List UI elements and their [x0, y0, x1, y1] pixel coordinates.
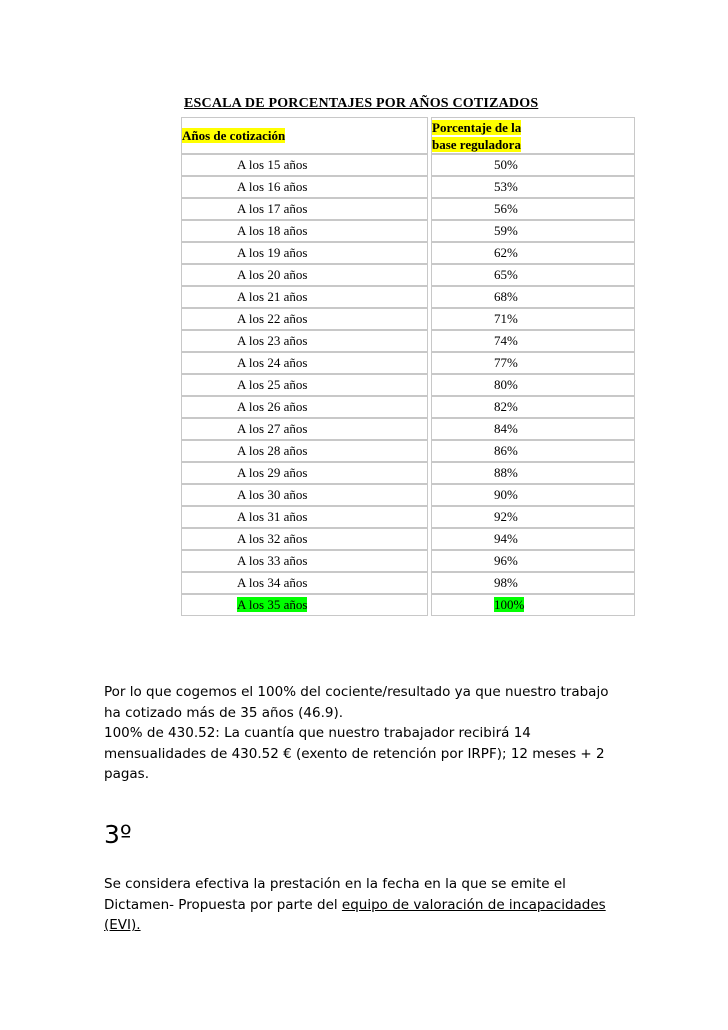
- percentage-value: 77%: [494, 355, 518, 370]
- percentage-value: 59%: [494, 223, 518, 238]
- table-title: ESCALA DE PORCENTAJES POR AÑOS COTIZADOS: [184, 96, 539, 111]
- percentage-cell: [431, 352, 635, 374]
- years-value: A los 28 años: [237, 443, 308, 458]
- years-cell: [181, 484, 428, 506]
- years-cell: [181, 396, 428, 418]
- percentage-cell: [431, 154, 635, 176]
- table-row: [181, 198, 635, 220]
- table-row: [181, 550, 635, 572]
- section-line-prefix: Dictamen- Propuesta por parte del: [104, 896, 342, 913]
- table-row: [181, 330, 635, 352]
- percentage-value: 68%: [494, 289, 518, 304]
- years-value: A los 35 años: [237, 597, 308, 612]
- percentage-scale-table: [181, 117, 635, 616]
- percentage-cell: [431, 462, 635, 484]
- percentage-value: 94%: [494, 531, 518, 546]
- years-value: A los 27 años: [237, 421, 308, 436]
- years-cell: [181, 506, 428, 528]
- percentage-cell: [431, 176, 635, 198]
- years-value: A los 16 años: [237, 179, 308, 194]
- percentage-cell: [431, 330, 635, 352]
- section-number: 3º: [104, 820, 132, 849]
- years-cell: [181, 550, 428, 572]
- years-value: A los 22 años: [237, 311, 308, 326]
- percentage-cell: [431, 418, 635, 440]
- years-value: A los 31 años: [237, 509, 308, 524]
- percentage-cell: [431, 242, 635, 264]
- percentage-cell: [431, 572, 635, 594]
- header-pct-line2: base reguladora: [432, 136, 521, 152]
- percentage-value: 71%: [494, 311, 518, 326]
- years-cell: [181, 440, 428, 462]
- result-paragraph: [104, 682, 624, 785]
- percentage-cell: [431, 528, 635, 550]
- years-value: A los 21 años: [237, 289, 308, 304]
- years-value: A los 18 años: [237, 223, 308, 238]
- table-row: [181, 484, 635, 506]
- years-cell: [181, 286, 428, 308]
- years-value: A los 25 años: [237, 377, 308, 392]
- years-value: A los 23 años: [237, 333, 308, 348]
- years-cell: [181, 198, 428, 220]
- evi-link-text: equipo de valoración de incapacidades: [341, 896, 606, 913]
- table-row: [181, 506, 635, 528]
- table-row: [181, 242, 635, 264]
- years-value: A los 32 años: [237, 531, 308, 546]
- table-row: [181, 176, 635, 198]
- percentage-cell: [431, 550, 635, 572]
- percentage-cell: [431, 506, 635, 528]
- percentage-value: 65%: [494, 267, 518, 282]
- years-cell: [181, 154, 428, 176]
- years-cell: [181, 330, 428, 352]
- result-line: 100% de 430.52: La cuantía que nuestro trabajador recibirá 14: [104, 725, 531, 741]
- header-years-label: Años de cotización: [182, 127, 286, 143]
- table-row: [181, 264, 635, 286]
- percentage-cell: [431, 286, 635, 308]
- years-cell: [181, 242, 428, 264]
- table-row: [181, 440, 635, 462]
- percentage-cell: [431, 440, 635, 462]
- years-cell: [181, 264, 428, 286]
- percentage-value: 90%: [494, 487, 518, 502]
- header-pct-line1: Porcentaje de la: [432, 119, 522, 135]
- section-line: [104, 915, 624, 936]
- header-percentage: [431, 117, 635, 154]
- years-cell: [181, 374, 428, 396]
- years-value: A los 15 años: [237, 157, 308, 172]
- percentage-value: 84%: [494, 421, 518, 436]
- table-row: [181, 286, 635, 308]
- percentage-cell: [431, 264, 635, 286]
- years-value: A los 30 años: [237, 487, 308, 502]
- years-value: A los 17 años: [237, 201, 308, 216]
- section-paragraph: [104, 874, 624, 936]
- years-value: A los 26 años: [237, 399, 308, 414]
- table-row: [181, 418, 635, 440]
- result-line: ha cotizado más de 35 años (46.9).: [104, 704, 344, 721]
- percentage-cell: [431, 594, 635, 616]
- years-value: A los 33 años: [237, 553, 308, 568]
- percentage-value: 88%: [494, 465, 518, 480]
- percentage-value: 62%: [494, 245, 518, 260]
- table-row: [181, 308, 635, 330]
- table-header-row: [181, 117, 635, 154]
- percentage-value: 53%: [494, 179, 518, 194]
- section-line: [104, 895, 624, 916]
- percentage-cell: [431, 396, 635, 418]
- table-row: [181, 220, 635, 242]
- table-row: [181, 154, 635, 176]
- percentage-value: 96%: [494, 553, 518, 568]
- years-cell: [181, 462, 428, 484]
- percentage-value: 98%: [494, 575, 518, 590]
- years-cell: [181, 418, 428, 440]
- table-row: [181, 462, 635, 484]
- years-value: A los 29 años: [237, 465, 308, 480]
- percentage-value: 56%: [494, 201, 518, 216]
- table-row: [181, 572, 635, 594]
- years-cell: [181, 352, 428, 374]
- section-line: Se considera efectiva la prestación en la fecha en la que se emite el: [104, 876, 566, 892]
- percentage-value: 80%: [494, 377, 518, 392]
- percentage-cell: [431, 484, 635, 506]
- years-cell: [181, 220, 428, 242]
- percentage-cell: [431, 198, 635, 220]
- years-cell: [181, 594, 428, 616]
- table-row: [181, 396, 635, 418]
- table-row: [181, 594, 635, 616]
- header-years: [181, 117, 428, 154]
- percentage-cell: [431, 308, 635, 330]
- percentage-value: 74%: [494, 333, 518, 348]
- result-line: mensualidades de 430.52 € (exento de retención por IRPF); 12 meses + 2: [104, 745, 605, 762]
- result-line: pagas.: [104, 766, 150, 782]
- table-row: [181, 352, 635, 374]
- percentage-cell: [431, 374, 635, 396]
- evi-abbreviation: (EVI).: [104, 917, 141, 933]
- table-row: [181, 528, 635, 550]
- percentage-value: 50%: [494, 157, 518, 172]
- years-value: A los 19 años: [237, 245, 308, 260]
- result-line: Por lo que cogemos el 100% del cociente/resultado ya que nuestro trabajo: [104, 684, 609, 700]
- percentage-cell: [431, 220, 635, 242]
- years-value: A los 24 años: [237, 355, 308, 370]
- percentage-value: 86%: [494, 443, 518, 458]
- years-cell: [181, 528, 428, 550]
- years-cell: [181, 176, 428, 198]
- years-value: A los 20 años: [237, 267, 308, 282]
- years-value: A los 34 años: [237, 575, 308, 590]
- years-cell: [181, 572, 428, 594]
- percentage-value: 82%: [494, 399, 518, 414]
- table-row: [181, 374, 635, 396]
- years-cell: [181, 308, 428, 330]
- percentage-value: 92%: [494, 509, 518, 524]
- percentage-value: 100%: [494, 597, 525, 612]
